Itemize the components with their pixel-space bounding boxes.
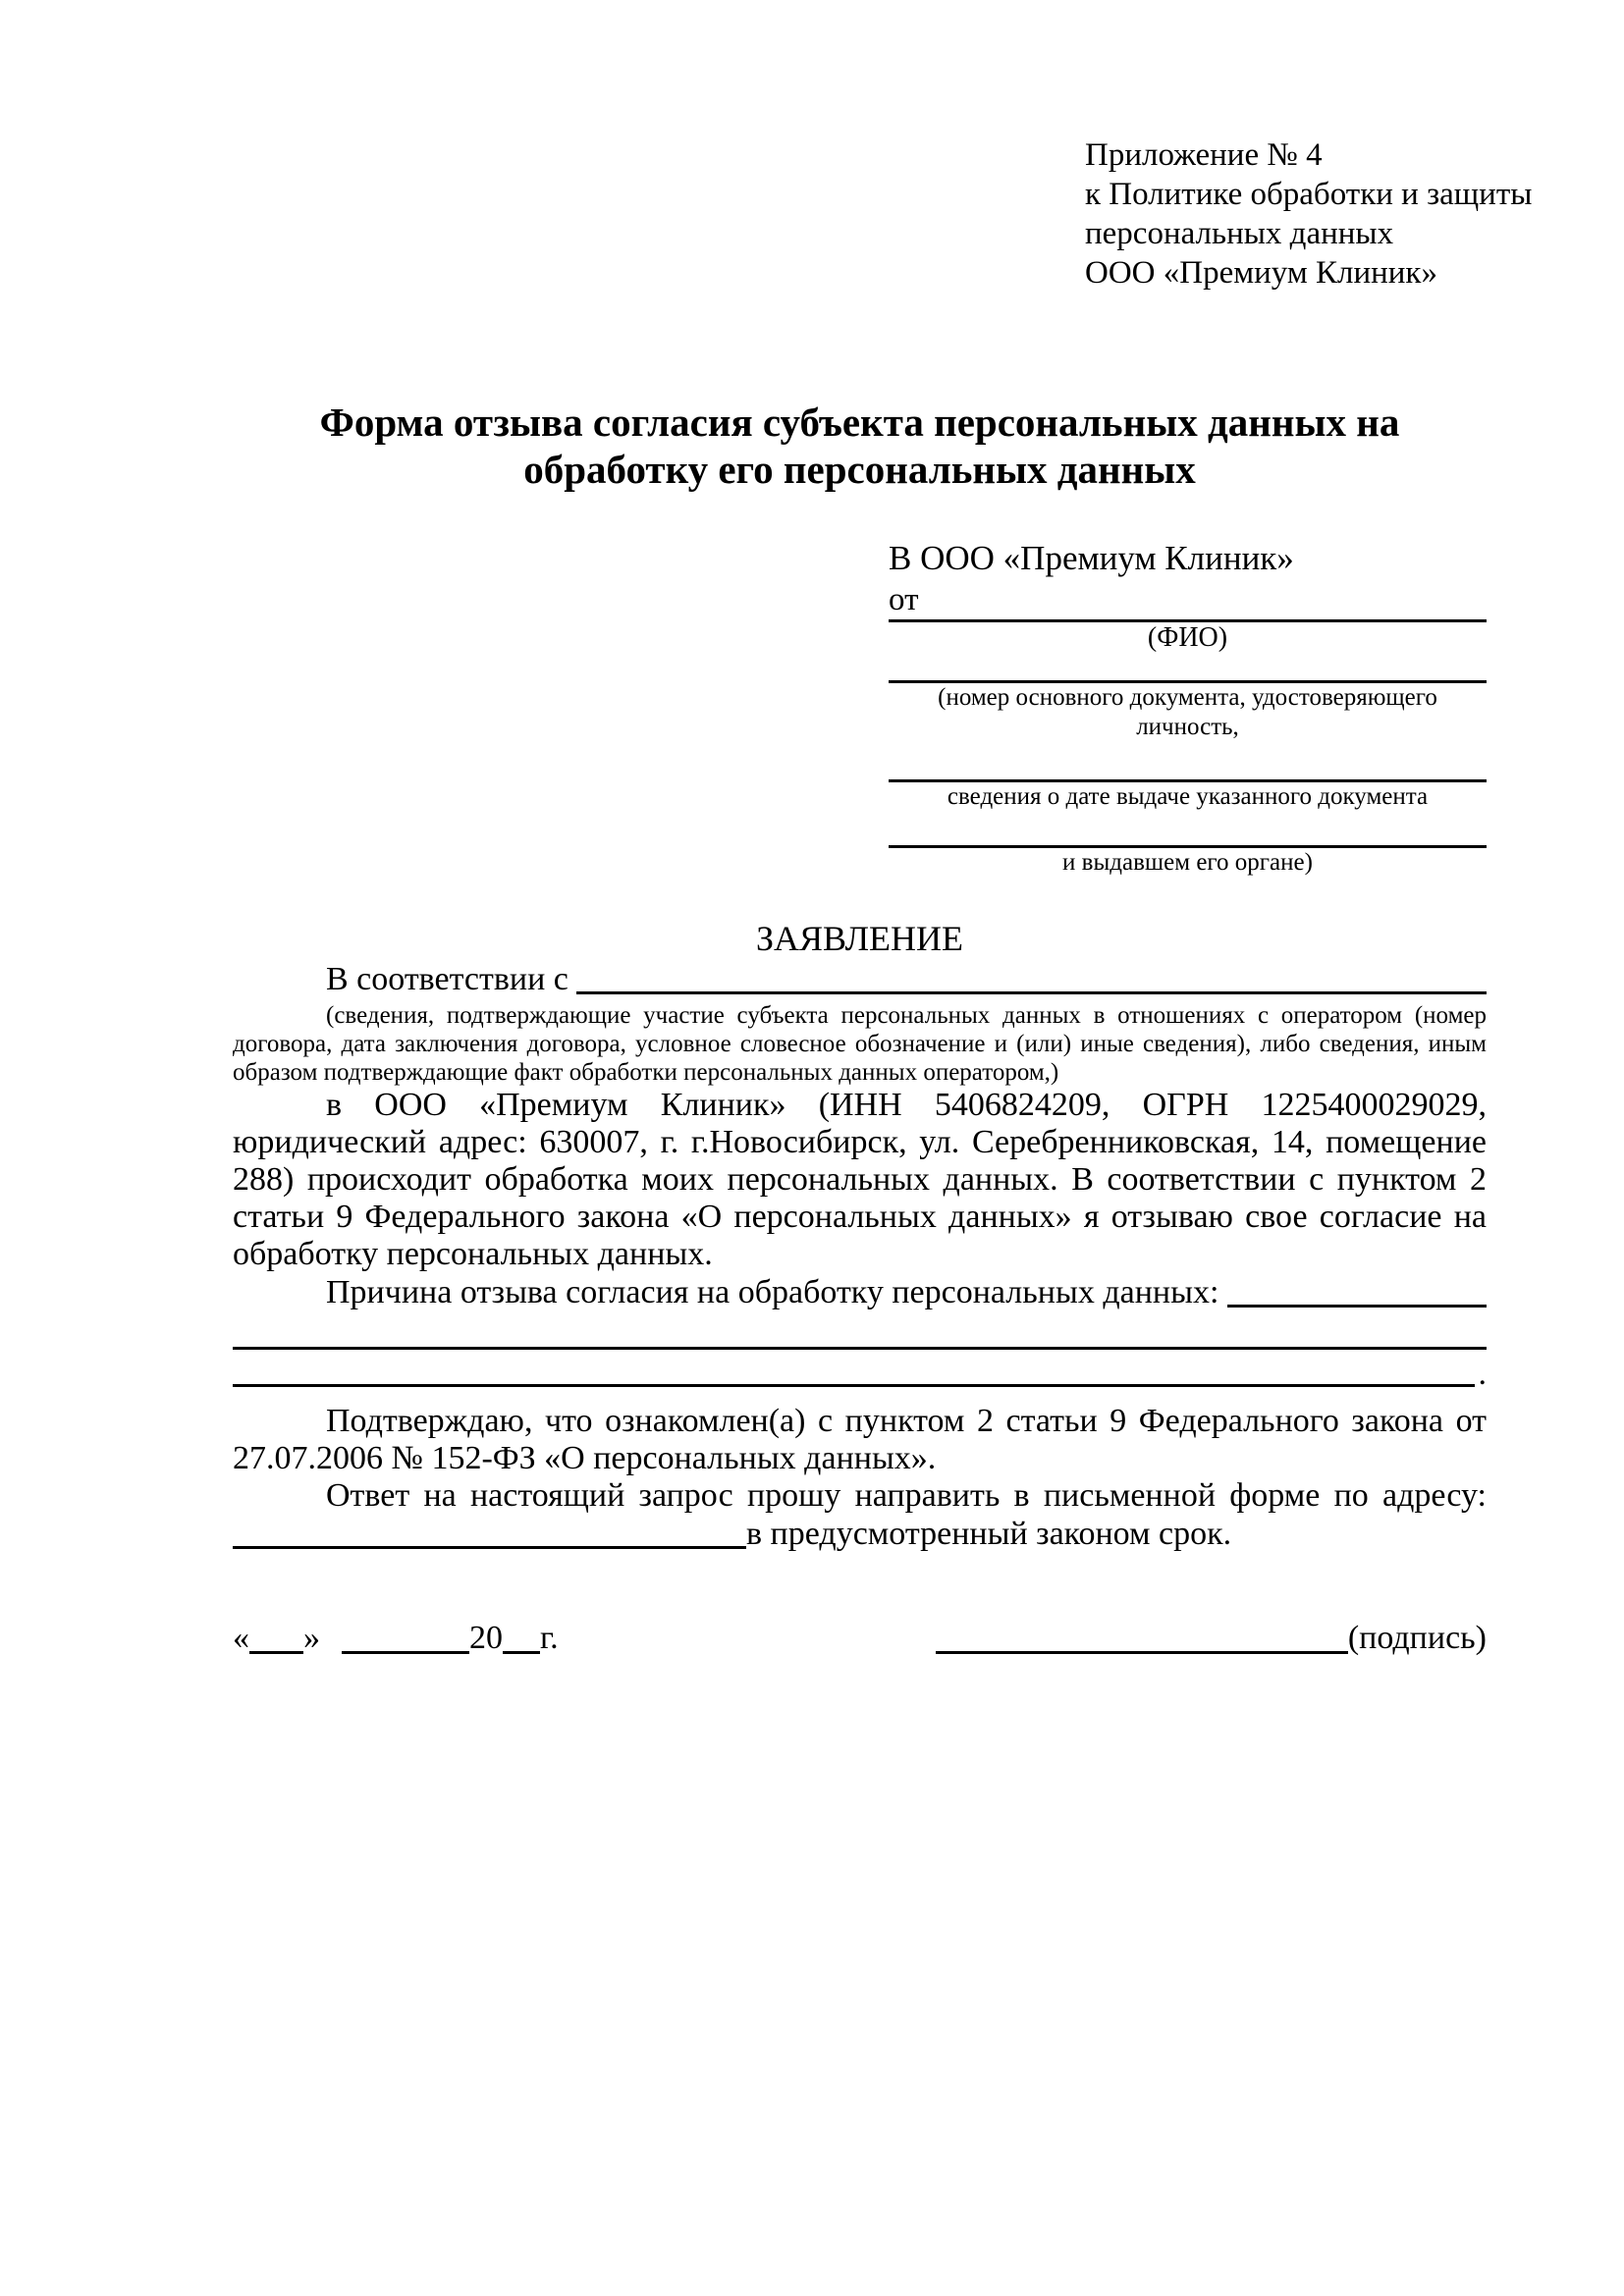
reply-suffix: в предусмотренный законом срок. [746,1516,1232,1552]
date-month-field-line[interactable] [342,1651,469,1654]
statement-heading: ЗАЯВЛЕНИЕ [755,919,964,958]
confirmation-paragraph: Подтверждаю, что ознакомлен(а) с пунктом 2 статьи 9 Федерального закона от 27.07.2006 № 152-ФЗ «О персональных данных». [233,1403,1487,1476]
reply-address-row [233,1515,1487,1554]
appendix-line: персональных данных [1085,216,1394,251]
appendix-line: Приложение № 4 [1085,137,1323,173]
document-number-caption: (номер основного документа, удостоверяющего личность, [938,684,1437,740]
reason-continuation-row [233,1350,1487,1392]
reply-request-paragraph: Ответ на настоящий запрос прошу направить в письменной форме по адресу: [326,1477,1487,1514]
signature-caption: (подпись) [1347,1620,1487,1656]
appendix-line: ООО «Премиум Клиник» [1085,255,1437,291]
appendix-line: к Политике обработки и защиты [1085,177,1533,212]
reason-continuation-row [233,1312,1487,1350]
date-year-field-line[interactable] [503,1651,540,1654]
intro-prefix: В соответствии с [326,961,577,997]
appendix-header [1085,135,1533,293]
reason-field-line[interactable] [1227,1305,1487,1308]
date-open-quote: « [233,1620,249,1656]
date-close-quote: » [303,1620,320,1656]
footer-row [233,1617,1487,1660]
reason-row [233,1273,1487,1312]
reason-terminator: . [1478,1356,1487,1392]
reason-prefix: Причина отзыва согласия на обработку персональных данных: [326,1274,1227,1310]
intro-row [233,960,1487,999]
issuing-authority-caption: и выдавшем его органе) [1062,849,1313,876]
date-group [233,1617,559,1660]
reason-field-line-2[interactable] [233,1347,1487,1350]
form-title: Форма отзыва согласия субъекта персональных данных на обработку его персональных данных [319,400,1400,492]
addressee-from-label: от [889,582,919,617]
reply-address-field-line[interactable] [233,1546,746,1549]
date-year-suffix: г. [540,1620,559,1656]
fine-print-note: (сведения, подтверждающие участие субъекта персональных данных в отношениях с оператором (номер договора, дата заключения договора, условное словесное обозначение и (или) иные сведения), либо сведения, иным образом подтверждающие факт обработки персональных данных оператором,) [233,1002,1487,1086]
date-year-prefix: 20 [469,1620,503,1656]
issue-date-caption: сведения о дате выдаче указанного документа [947,783,1429,810]
date-day-field-line[interactable] [249,1651,303,1654]
document-content [233,0,1533,1660]
reason-field-line-3[interactable] [233,1384,1475,1387]
fio-caption: (ФИО) [1147,622,1228,653]
addressee-block [889,536,1487,878]
addressee-to: В ООО «Премиум Клиник» [889,539,1294,577]
relation-details-field-line[interactable] [576,991,1487,994]
signature-field-line[interactable] [936,1651,1348,1654]
signature-group [936,1617,1487,1660]
statement-body: в ООО «Премиум Клиник» (ИНН 5406824209, ОГРН 1225400029029, юридический адрес: 630007, г. г.Новосибирск, ул. Серебренниковская, 14, помещение 288) происходит обработка моих персональных данных. В соответствии с пунктом 2 статьи 9 Федерального закона «О персональных данных» я отзываю свое согласие на обработку персональных данных. [233,1087,1487,1272]
